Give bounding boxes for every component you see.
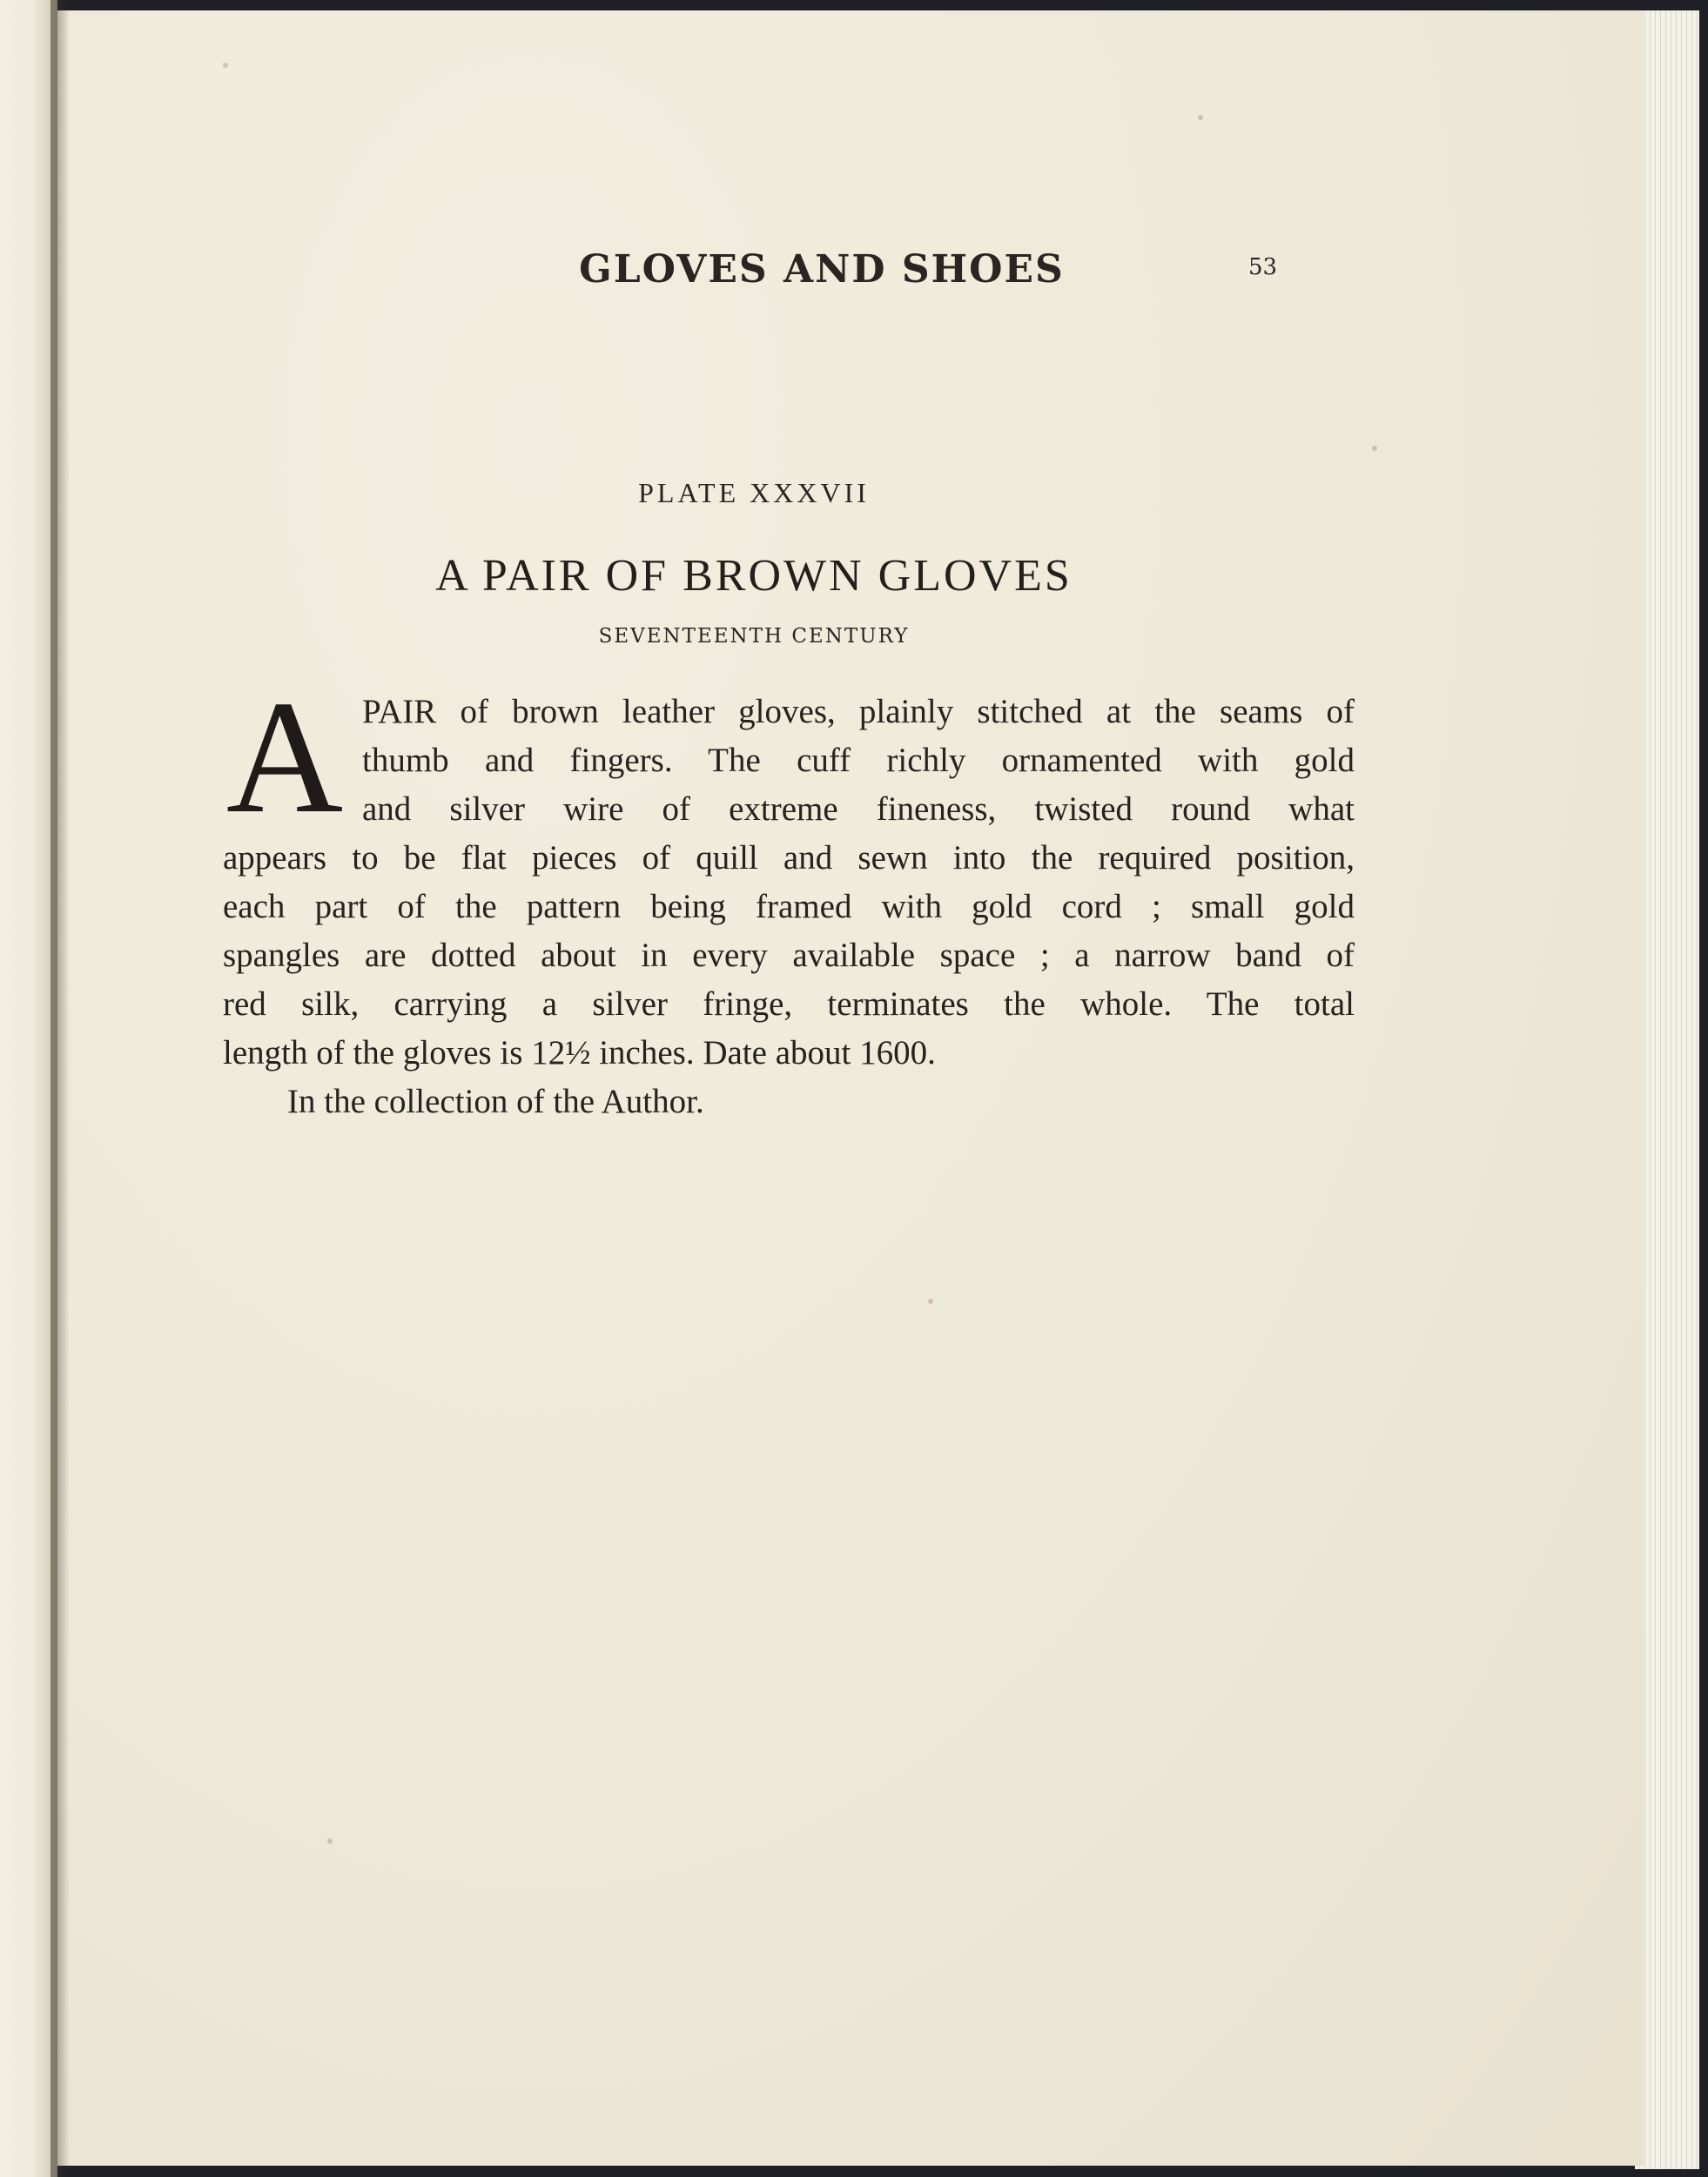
text-line: PAIR of brown leather gloves, plainly stitched at the seams of <box>362 693 1355 730</box>
text-line: appears to be flat pieces of quill and sewn into the required position, <box>223 839 1355 877</box>
plate-label: PLATE XXXVII <box>638 477 870 508</box>
text-line: red silk, carrying a silver fringe, terminates the whole. The total <box>223 985 1355 1023</box>
description-paragraph <box>223 668 1355 1126</box>
page-fore-edge <box>1635 10 1708 2169</box>
plate-subtitle: SEVENTEENTH CENTURY <box>598 625 910 648</box>
text-line: and silver wire of extreme fineness, twisted round what <box>362 790 1355 828</box>
paper-speck <box>1198 115 1203 120</box>
paper-speck <box>327 1838 333 1844</box>
text-line: length of the gloves is 12½ inches. Date about 1600. <box>223 1034 936 1072</box>
left-page-edge <box>0 0 57 2177</box>
text-line: each part of the pattern being framed with gold cord ; small gold <box>223 888 1355 925</box>
running-head-title: GLOVES AND SHOES <box>579 247 1065 292</box>
gutter-shadow <box>50 0 70 2177</box>
page-number: 53 <box>1248 254 1278 280</box>
credit-line: In the collection of the Author. <box>287 1083 704 1120</box>
paper-speck <box>1372 446 1377 451</box>
text-line: spangles are dotted about in every available space ; a narrow band of <box>223 937 1355 974</box>
running-head <box>57 247 1644 308</box>
book-page <box>57 10 1644 2166</box>
paper-speck <box>928 1299 933 1304</box>
scan-border <box>1699 0 1708 2177</box>
text-line: thumb and fingers. The cuff richly ornamented with gold <box>362 742 1355 779</box>
paper-speck <box>223 63 228 68</box>
drop-cap: A <box>225 668 344 847</box>
plate-title: A PAIR OF BROWN GLOVES <box>435 551 1073 601</box>
